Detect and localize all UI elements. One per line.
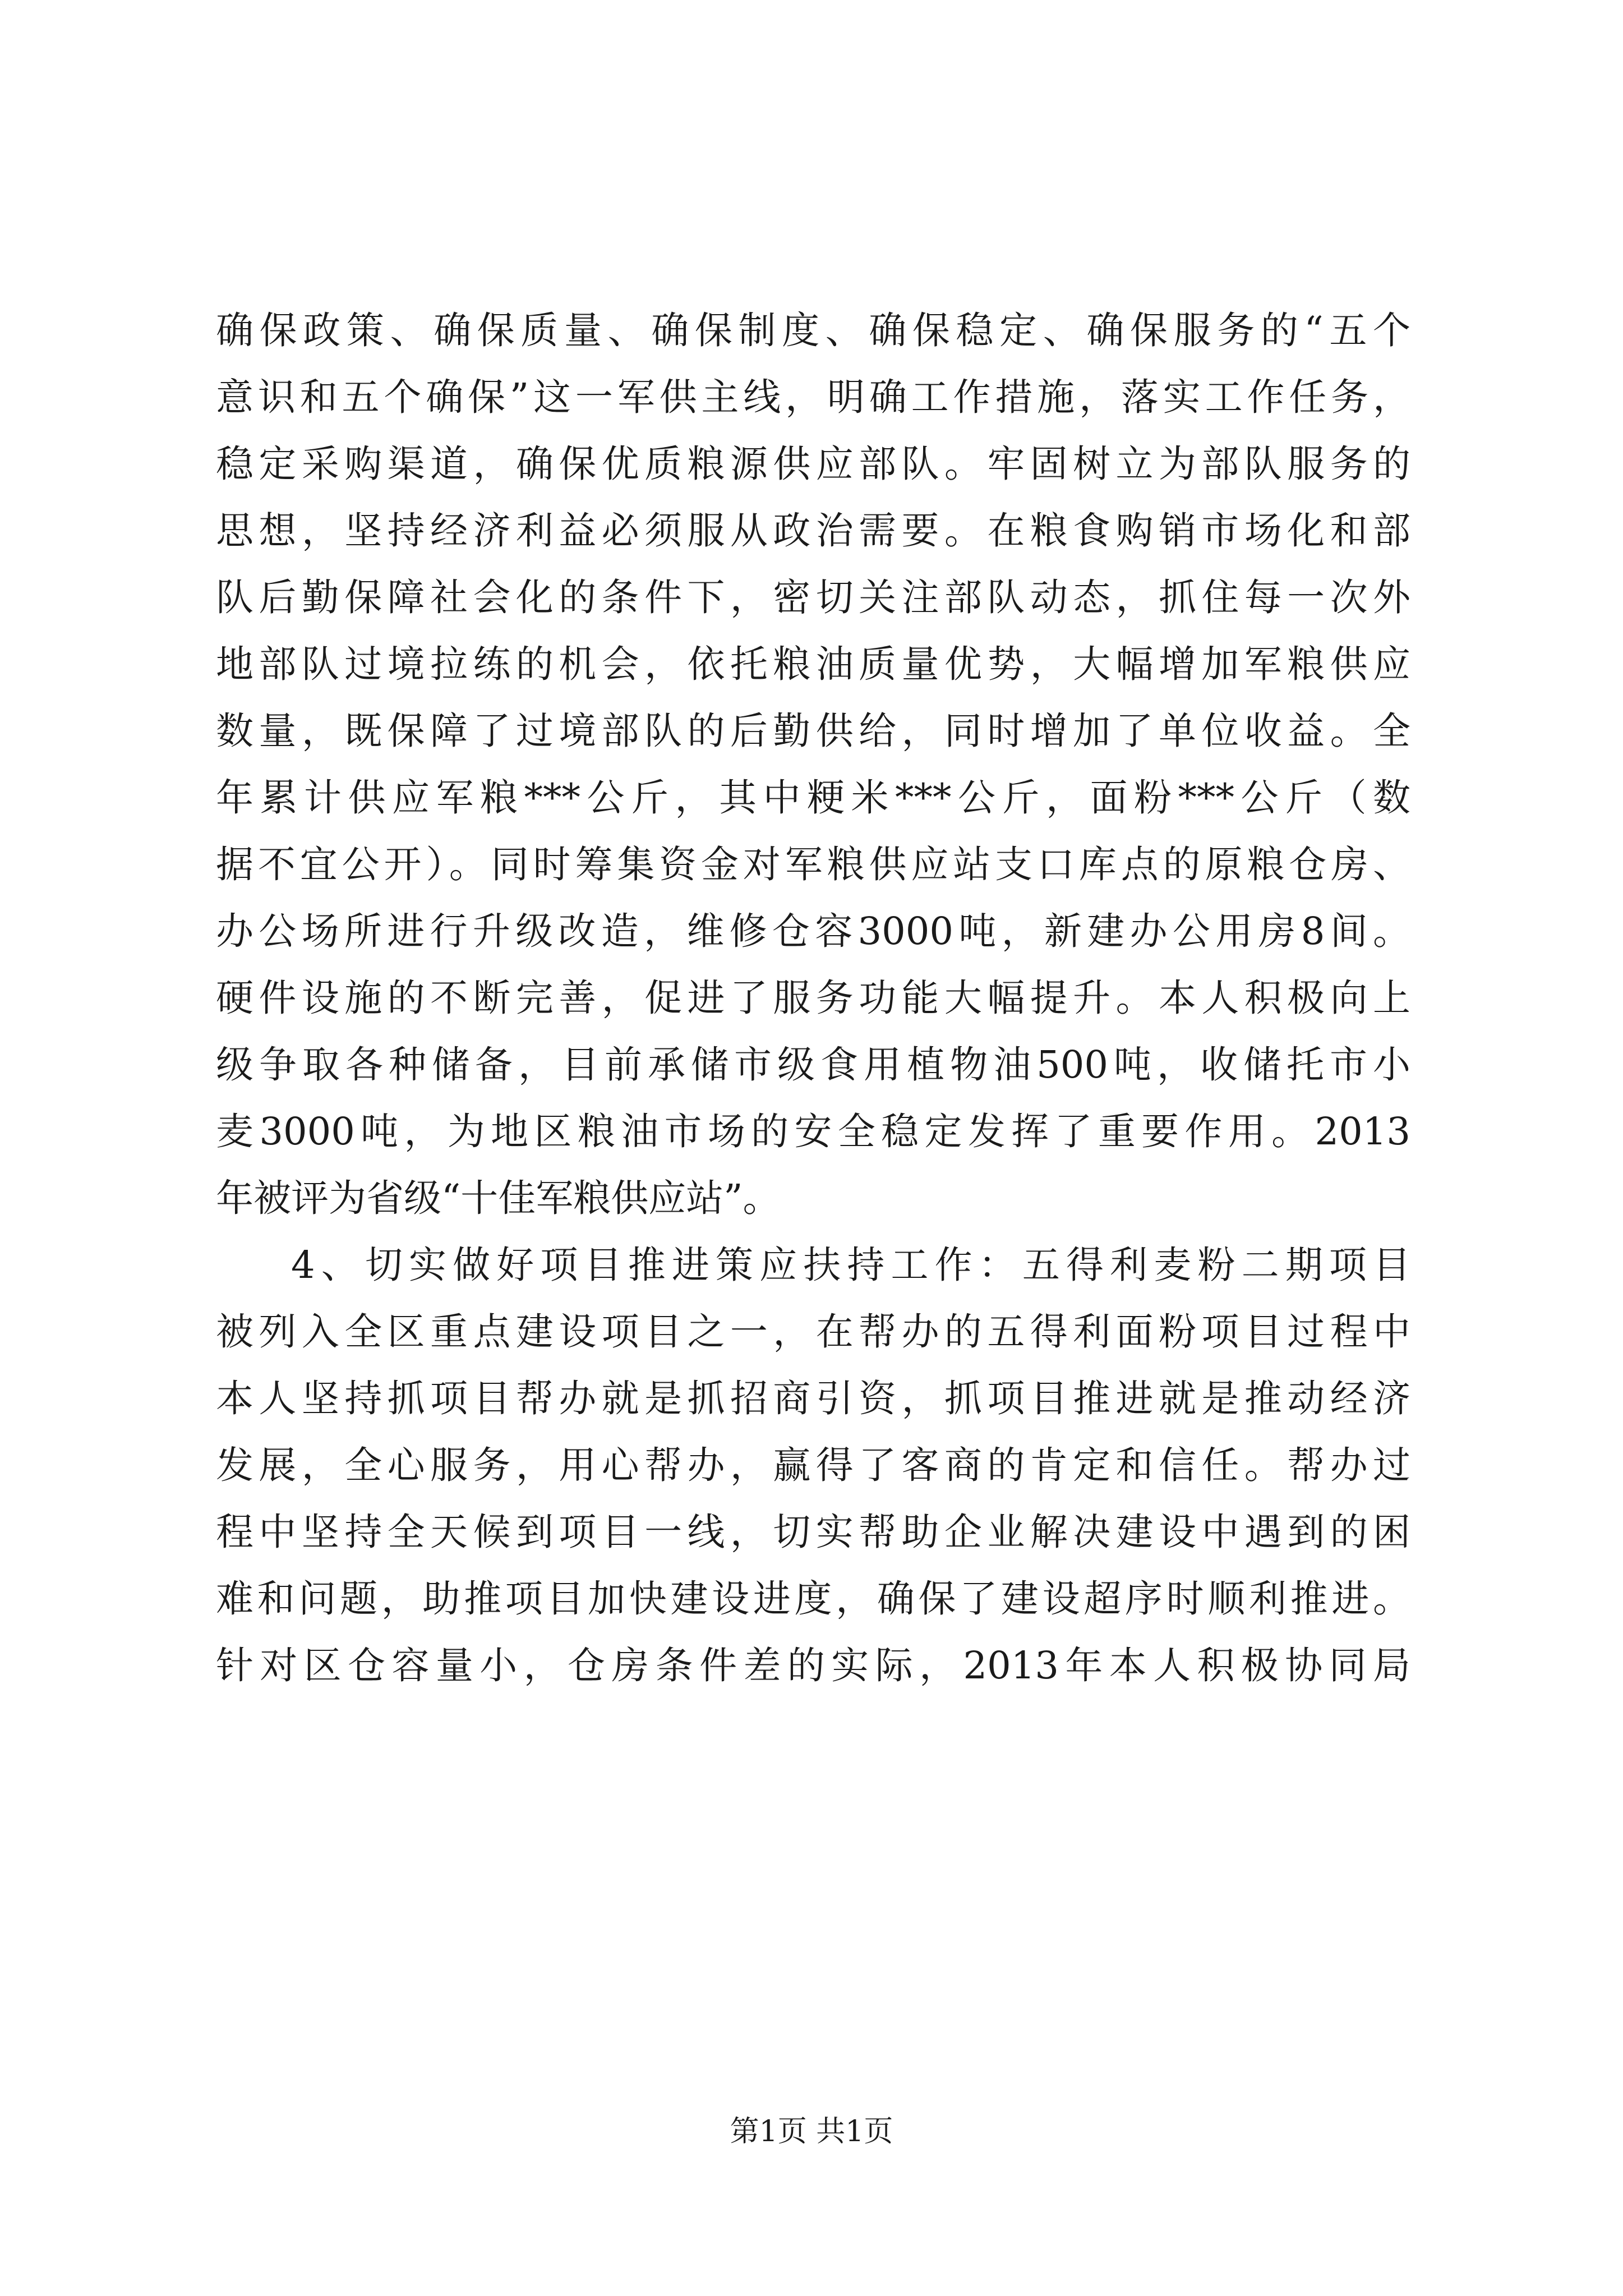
text-line: 针对区仓容量小，仓房条件差的实际，2013年本人积极协同局 — [216, 1644, 1410, 1687]
text-line: 意识和五个确保”这一军供主线，明确工作措施，落实工作任务， — [216, 375, 1410, 419]
text-line: 麦3000吨，为地区粮油市场的安全稳定发挥了重要作用。2013 — [216, 1110, 1410, 1153]
text-line: 难和问题，助推项目加快建设进度，确保了建设超序时顺利推进。 — [216, 1577, 1410, 1621]
document-body — [216, 297, 1410, 1699]
text-line: 队后勤保障社会化的条件下，密切关注部队动态，抓住每一次外 — [216, 576, 1410, 619]
text-line: 办公场所进行升级改造，维修仓容3000吨，新建办公用房8间。 — [216, 909, 1410, 953]
text-line: 据不宜公开）。同时筹集资金对军粮供应站支口库点的原粮仓房、 — [216, 843, 1410, 886]
text-line: 稳定采购渠道，确保优质粮源供应部队。牢固树立为部队服务的 — [216, 442, 1410, 486]
text-line: 本人坚持抓项目帮办就是抓招商引资，抓项目推进就是推动经济 — [216, 1377, 1410, 1420]
page-number-footer: 第1页 共1页 — [730, 2115, 893, 2148]
text-line: 年累计供应军粮***公斤，其中粳米***公斤，面粉***公斤（数 — [216, 776, 1410, 820]
text-line: 程中坚持全天候到项目一线，切实帮助企业解决建设中遇到的困 — [216, 1510, 1410, 1554]
text-line: 数量，既保障了过境部队的后勤供给，同时增加了单位收益。全 — [216, 709, 1410, 753]
text-line: 硬件设施的不断完善，促进了服务功能大幅提升。本人积极向上 — [216, 976, 1410, 1020]
text-line: 确保政策、确保质量、确保制度、确保稳定、确保服务的“五个 — [216, 309, 1410, 352]
text-line: 年被评为省级“十佳军粮供应站”。 — [216, 1176, 781, 1220]
text-line: 被列入全区重点建设项目之一，在帮办的五得利面粉项目过程中 — [216, 1310, 1410, 1354]
paragraph-start-line: 4、切实做好项目推进策应扶持工作：五得利麦粉二期项目 — [291, 1243, 1410, 1287]
text-line: 级争取各种储备，目前承储市级食用植物油500吨，收储托市小 — [216, 1043, 1410, 1087]
text-line: 发展，全心服务，用心帮办，赢得了客商的肯定和信任。帮办过 — [216, 1443, 1410, 1487]
text-line: 思想，坚持经济利益必须服从政治需要。在粮食购销市场化和部 — [216, 509, 1410, 553]
text-line: 地部队过境拉练的机会，依托粮油质量优势，大幅增加军粮供应 — [216, 642, 1410, 686]
